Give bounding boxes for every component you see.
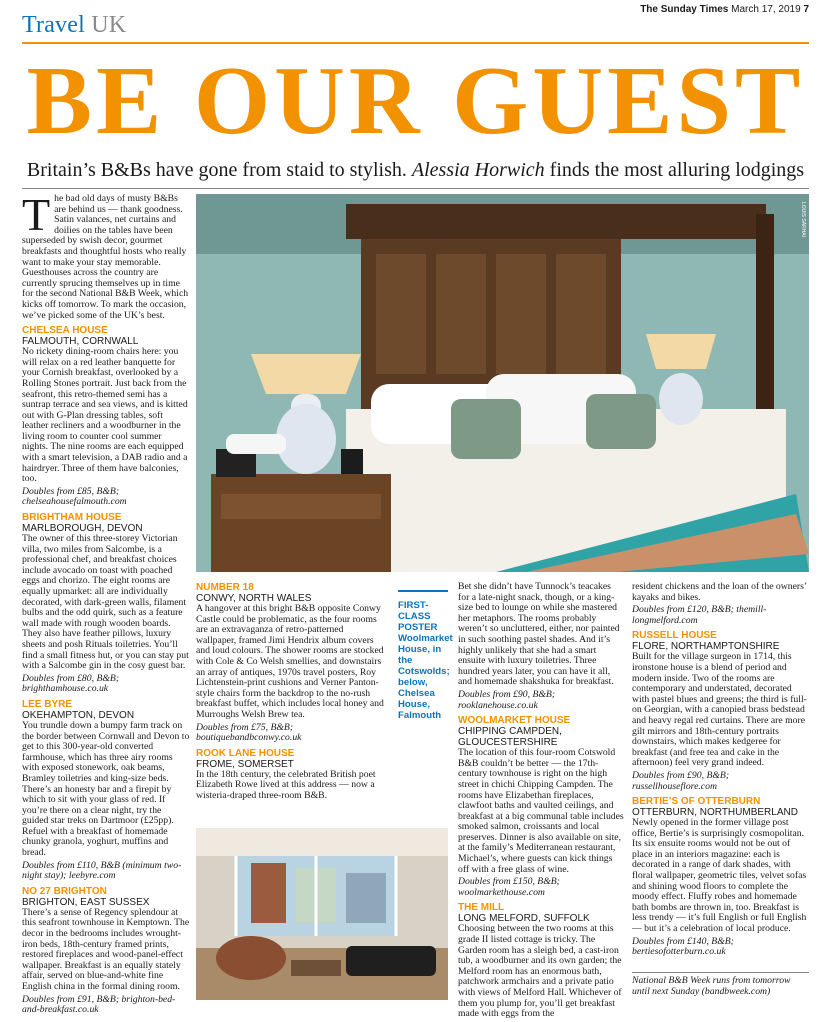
entry-location: OTTERBURN, NORTHUMBERLAND [632,807,798,819]
entry-body: You trundle down a bumpy farm track on the border between Cornwall and Devon to get to this 300-year-old converted farmhouse, which has three airy rooms with exposed stonework, oak beams, Bramley toiletries and king-size beds. There’s an honesty bar and a firepit by which to sit with your glass of red. If you’re there on a clear night, try the guided star treks on Dartmoor (£25pp). Refuel with a breakfast of homemade chunky granola, yoghurt, muffins and bread. [22,719,190,859]
entry-price: Doubles from £91, B&B; brighton-bed-and-breakfast.co.uk [22,993,176,1016]
entry-location: CHIPPING CAMPDEN, GLOUCESTERSHIRE [458,726,562,749]
page-number: 7 [803,4,809,15]
entry-title: BRIGHTHAM HOUSE [22,512,122,524]
entry-location: FROME, SOMERSET [196,758,294,770]
standfirst-text-end: finds the most alluring lodgings [549,159,805,181]
entry-price: Doubles from £90, B&B; rooklanehouse.co.uk [458,688,556,711]
entry-price: Doubles from £90, B&B; russellhouseflore.com [632,769,730,792]
photo-caption: FIRST-CLASS POSTER Woolmarket House, in the Cotswolds; below, Chelsea House, Falmouth [398,590,448,721]
column-4 [632,582,809,960]
column-2 [196,582,386,804]
entry-body: The owner of this three-storey Victorian villa, two miles from Salcombe, is a professional chef, and breakfast choices include avocado on toast with poached eggs and chorizo. The eight rooms are equally upmarket: all are individually decorated, with dark-green walls, filament bulbs and the odd quirk, such as a feature wall made with rough wooden boards. They also have feather pillows, luxury sheets and posh Rituals toiletries. You’ll find a small fitness hut, or you can stay put with a Salcombe gin in the cosy guest bar. [22,533,189,672]
author-name: Alessia Horwich [411,159,545,181]
entry-body: No rickety dining-room chairs here: you will relax on a red leather banquette for your Cornish breakfast, overlooked by a Rolling Stones portrait. Just back from the seafront, this retro-themed semi has a suntrap terrace and sea views, and is kitted out with G-Plan dressing tables, soft leather recliners and a woodburner in the living room to counter cool summer nights. The nine rooms are each equipped with a smart television, a DAB radio and a hairdryer. Three of them have balconies, too. [22,346,188,485]
entry-title: BERTIE’S OF OTTERBURN [632,796,761,808]
entry-location: BRIGHTON, EAST SUSSEX [22,896,150,908]
entry-title: NO 27 BRIGHTON [22,885,107,897]
entry-body: There’s a sense of Regency splendour at this seafront townhouse in Kemptown. The decor in the bedrooms includes wrought-iron beds, 18th-century framed prints, restored fireplaces and wood-panel-effect wallpaper. Breakfast is an equally stately affair, served on blue-and-white fine English china in the formal dining room. [22,906,190,992]
section-label [22,12,126,39]
entry-title: ROOK LANE HOUSE [196,747,295,759]
standfirst-rule [22,188,809,189]
headline: BE OUR GUEST [26,47,805,155]
entry-title: NUMBER 18 [196,582,254,593]
entry-title: LEE BYRE [22,698,73,710]
entry-price: Doubles from £120, B&B; themill-longmelford.com [632,604,767,626]
bedroom-illustration [196,194,809,572]
entry-price: Doubles from £140, B&B; bertiesofotterburn.co.uk [632,935,734,958]
entry-body: The location of this four-room Cotswold B&B couldn’t be better — the 17th-century townhouse is right on the high street in chichi Chipping Campden. The rooms have Elizabethan fireplaces, clawfoot baths and vaulted ceilings, and breakfast at a big communal table includes smoked salmon, croissants and local preserves. Dinner is also available on site, at the family’s Mediterranean restaurant, Michael’s, where guests can kick things off with a free glass of wine. [458,747,624,875]
drop-cap: T [22,189,51,240]
entry-body: resident chickens and the loan of the owners’ kayaks and bikes. [632,581,807,603]
standfirst [22,158,809,182]
entry-body: In the 18th century, the celebrated British poet Elizabeth Rowe lived at this address — now a wisteria-draped three-room B&B. [196,768,376,801]
intro [22,189,190,321]
standfirst-text: Britain’s B&Bs have gone from staid to stylish. [26,159,407,181]
entry-location: FALMOUTH, CORNWALL [22,336,139,348]
lower-photo-living-room [196,828,448,1000]
entry-title: RUSSELL HOUSE [632,630,717,642]
entry-location: FLORE, NORTHAMPTONSHIRE [632,641,780,653]
entry-title: WOOLMARKET HOUSE [458,715,571,727]
entry-body: Newly opened in the former village post office, Bertie’s is surprisingly cosmopolitan. Its six ensuite rooms would not be out of place in an interiors magazine: each is decorated in a range of dark shades, with floral wallpaper, geometric tiles, velvet sofas and shining wood floors to complete the moody effect. Fluffy robes and homemade bath bombs are thrown in, too. Breakfast is less trendy — it’s full English or full English — but it’s a celebration of local produce. [632,817,807,935]
entry-body: Built for the village surgeon in 1714, this ironstone house is a blend of period and modern inside. Two of the rooms are contemporary and understated, decorated with pastel blues and greens; the third is full-on Georgian, with a canopied brass bedstead and heavy regal red curtains. There are more gilt mirrors and 18th-century portraits downstairs, which makes kedgeree for breakfast (and free tea and cake in the afternoon) feel very grand indeed. [632,651,807,769]
folio [640,4,809,15]
entry-body: Bet she didn’t have Tunnock’s teacakes for a late-night snack, though, or a king-size bed to lounge on while she mastered her metaphors. The rooms probably weren’t so uncluttered, either, nor painted in such soothing pastel shades. And it’s highly unlikely that she had a smart ensuite with luxury toiletries. Three hundred years later, you can have it all, and homemade shakshuka for breakfast. [458,581,620,688]
entry-price: Doubles from £85, B&B; chelseahousefalmouth.com [22,485,127,508]
entry-title: THE MILL [458,902,505,914]
paper-name: The Sunday Times [640,4,729,15]
issue-date: March 17, 2019 [731,4,801,15]
photo-credit: LOUIS SARHAI [800,202,806,238]
entry-body: A hangover at this bright B&B opposite Conwy Castle could be problematic, as the four rooms are an extravaganza of retro-patterned wallpaper, framed Jimi Hendrix album covers and loud colours. The shower rooms are stocked with Cole & Co Welsh smellies, and downstairs an array of antiques, 1970s travel posters, Roy Lichtenstein-print cushions and Verner Panton-style chairs form the backdrop to the no-rush breakfast buffet, which includes local honey and Murroughs Welsh Brew tea. [196,603,384,720]
entry-body: Choosing between the two rooms at this grade II listed cottage is tricky. The Garden room has a sleigh bed, a cast-iron tub, a woodburner and its own garden; the Melford room has an enormous bath, patchwork armchairs and a private patio with views of Melford Hall. Whichever of them you plump for, you’ll get breakfast made with eggs from the [458,923,622,1020]
entry-price: Doubles from £110, B&B (minimum two-night stay); leebyre.com [22,859,182,882]
entry-price: Doubles from £80, B&B; brighthamhouse.co.uk [22,672,120,695]
living-room-illustration [196,828,448,1000]
footnote: National B&B Week runs from tomorrow until next Sunday (bandbweek.com) [632,972,809,997]
intro-text: he bad old days of musty B&Bs are behind us — thank goodness. Satin valances, net curtains and doilies on the tables have been superseded by swish decor, gourmet breakfasts and thoughtful hosts who really want to make your stay memorable. Guesthouses across the country are currently sprucing themselves up in time for the second National B&B Week, which kicks off tomorrow. To mark the occasion, we’ve picked some of the UK’s best. [22,193,189,321]
main-photo-bedroom [196,194,809,572]
entry-location: LONG MELFORD, SUFFOLK [458,913,590,925]
masthead-rule [22,42,809,44]
section-title: Travel [22,12,85,38]
entry-price: Doubles from £150, B&B; woolmarkethouse.com [458,876,560,898]
entry-location: MARLBOROUGH, DEVON [22,523,143,535]
column-3 [458,582,624,1022]
entry-title: CHELSEA HOUSE [22,325,108,337]
entry-price: Doubles from £75, B&B; boutiquebandbconwy.co.uk [196,721,302,744]
column-1 [22,189,190,1018]
entry-location: OKEHAMPTON, DEVON [22,709,135,721]
section-subtitle: UK [91,12,127,38]
entry-location: CONWY, NORTH WALES [196,593,312,604]
